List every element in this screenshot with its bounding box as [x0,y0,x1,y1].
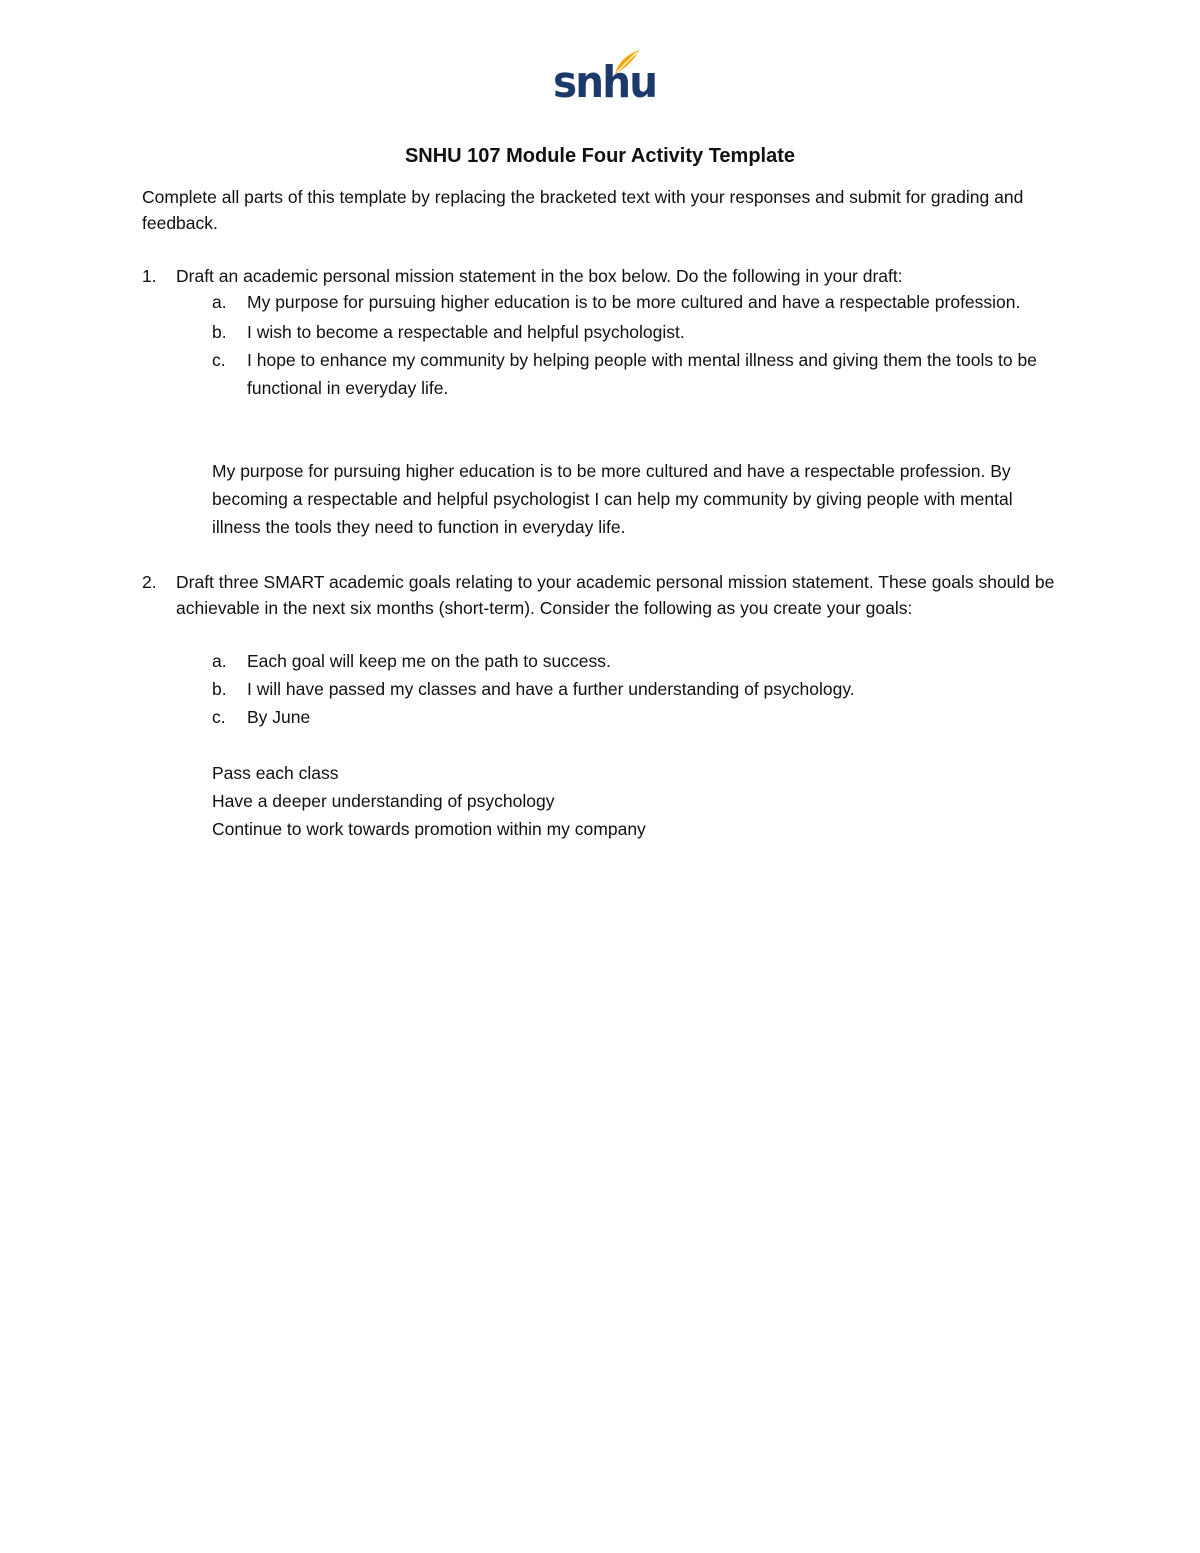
list-item-text: My purpose for pursuing higher education is to be more cultured and have a respectable profession. [247,292,1021,312]
goal-line: Continue to work towards promotion within my company [212,819,646,839]
list-item [212,288,1062,316]
section-1-number: 1. [142,266,157,286]
list-item [212,647,1062,675]
list-item-letter: c. [212,707,226,727]
snhu-logo [553,48,657,110]
list-item-letter: b. [212,679,227,699]
list-item-text: By June [247,707,311,727]
list-item [212,703,1062,731]
section-2-number: 2. [142,572,157,592]
intro-paragraph: Complete all parts of this template by replacing the bracketed text with your responses and submit for grading and feedback. [142,187,1024,233]
list-item-letter: b. [212,322,227,342]
list-item-text: I will have passed my classes and have a further understanding of psychology. [247,679,855,699]
section-1-prompt [142,263,1062,289]
list-item [212,346,1062,402]
smart-goals-response [212,759,1032,843]
section-2-list [212,647,1062,731]
list-item [212,318,1062,346]
list-item-text: I hope to enhance my community by helping people with mental illness and giving them the tools to be functional in everyday life. [247,350,1037,398]
list-item-letter: a. [212,292,227,312]
section-1-prompt-text: Draft an academic personal mission statement in the box below. Do the following in your draft: [176,266,903,286]
goal-line: Have a deeper understanding of psychology [212,791,555,811]
document-title: SNHU 107 Module Four Activity Template [404,145,796,167]
list-item-text: Each goal will keep me on the path to success. [247,651,611,671]
list-item-text: I wish to become a respectable and helpful psychologist. [247,322,685,342]
logo-text: snhu [553,57,657,108]
list-item-letter: c. [212,350,226,370]
section-2-prompt-text: Draft three SMART academic goals relating to your academic personal mission statement. These goals should be achievable in the next six months (short-term). Consider the following as you create your goals: [176,572,1055,618]
goal-line: Pass each class [212,763,339,783]
list-item [212,675,1062,703]
section-1-list [212,288,1062,402]
section-2-prompt [142,569,1062,621]
mission-statement-response: My purpose for pursuing higher education is to be more cultured and have a respectable profession. By becoming a respectable and helpful psychologist I can help my community by giving people with mental illness the tools they need to function in everyday life. [212,461,1013,537]
list-item-letter: a. [212,651,227,671]
